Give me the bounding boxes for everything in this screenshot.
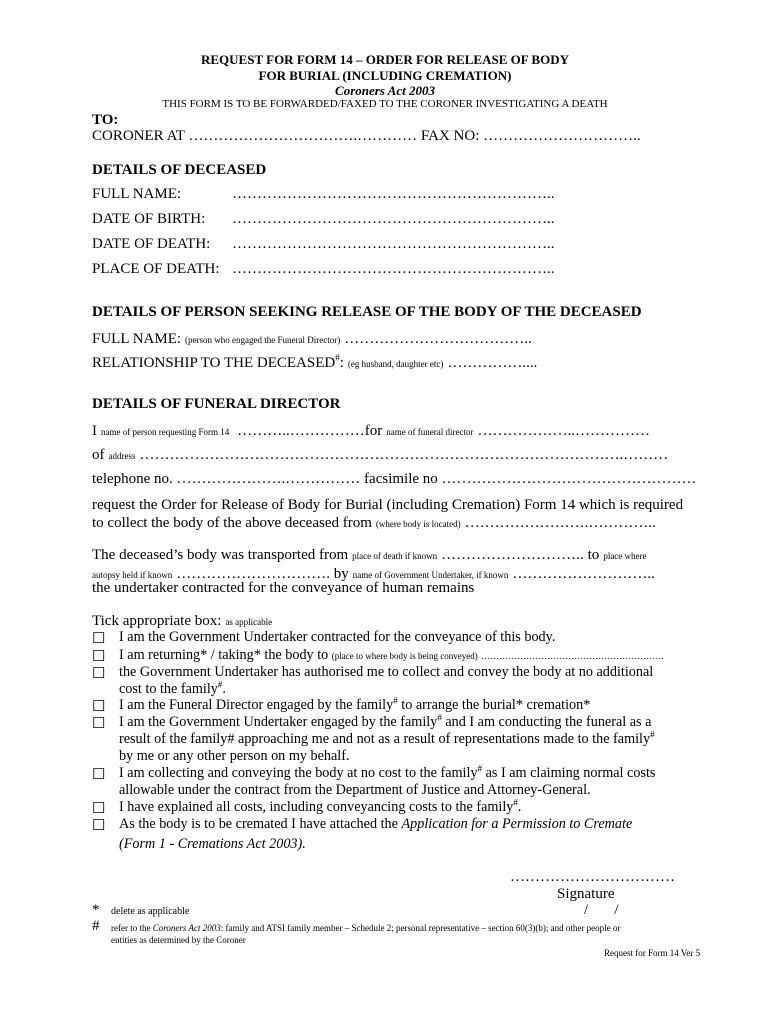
body-location-note: (where body is located) (375, 519, 461, 529)
signature-field[interactable]: …………………………… (510, 869, 675, 885)
address-label: of (92, 447, 105, 463)
act-name: Coroners Act 2003 (335, 83, 435, 98)
deceased-heading: DETAILS OF DECEASED (92, 162, 267, 178)
option-funeral-director-engaged-text: I am the Funeral Director engaged by the family (119, 697, 394, 713)
place-of-death-note: place of death if known (352, 551, 438, 561)
footnote-hash-line2: entities as determined by the Coroner (111, 935, 246, 945)
option-undertaker-conducting-funeral-text: I am the Government Undertaker engaged by the family (119, 714, 438, 730)
option-government-undertaker-contracted: I am the Government Undertaker contracted for the conveyance of this body. (119, 629, 556, 645)
tick-note: as applicable (225, 617, 273, 627)
form-title-line2: FOR BURIAL (INCLUDING CREMATION) (258, 68, 512, 83)
option-undertaker-conducting-funeral-line3: by me or any other person on my behalf. (119, 748, 350, 764)
checkbox-undertaker-conducting-funeral[interactable]: ☐ (92, 716, 106, 732)
applicant-heading: DETAILS OF PERSON SEEKING RELEASE OF THE BODY OF THE DECEASED (92, 304, 642, 320)
relationship-note: (eg husband, daughter etc) (347, 359, 444, 369)
tick-instruction (92, 612, 272, 630)
transport-from-field[interactable]: ……………………….. (441, 547, 584, 563)
coroner-fax-line: CORONER AT …………………………….………… FAX NO: ………………………….. (92, 128, 641, 144)
option-returning-taking-text: I am returning* / taking* the body to (119, 647, 329, 663)
footnote-hash-act: Coroners Act 2003 (152, 923, 221, 933)
option-funeral-director-engaged (119, 697, 590, 714)
undertaker-name-note: name of Government Undertaker, if known (352, 570, 509, 580)
option-funeral-director-engaged-end: to arrange the burial* cremation* (397, 697, 591, 713)
checkbox-funeral-director-engaged[interactable]: ☐ (92, 699, 106, 715)
option-cremation-application-attached (119, 816, 632, 833)
family-footnote-mark: # (393, 695, 398, 706)
footnote-hash-symbol: # (92, 918, 100, 934)
applicant-full-name-field[interactable]: ……………………………….. (344, 331, 532, 347)
family-footnote-mark: # (513, 797, 518, 808)
option-no-cost-conveyance-line2: allowable under the contract from the Department of Justice and Attorney-General. (119, 782, 591, 798)
request-line-2-text: to collect the body of the above deceased from (92, 515, 372, 531)
autopsy-place-note-2: autopsy held if known (92, 570, 173, 580)
place-of-death-label: PLACE OF DEATH: (92, 261, 220, 277)
relationship-field[interactable]: …………….... (447, 355, 538, 371)
deceased-full-name-field[interactable]: ……………………………………………………….. (232, 186, 555, 202)
footnote-hash-text-a: refer to the (111, 923, 153, 933)
form-title-line1: REQUEST FOR FORM 14 – ORDER FOR RELEASE OF BODY (200, 52, 569, 67)
address-row (92, 446, 668, 464)
option-undertaker-authorised-line2-text: cost to the family (119, 681, 218, 697)
family-footnote-mark: # (650, 729, 655, 740)
option-no-cost-conveyance (119, 765, 655, 782)
funeral-director-field[interactable]: ………………..…………… (477, 423, 650, 439)
checkbox-explained-costs[interactable]: ☐ (92, 801, 106, 817)
applicant-full-name-label: FULL NAME: (92, 331, 182, 347)
relationship-colon: : (339, 355, 344, 371)
checkbox-government-undertaker-contracted[interactable]: ☐ (92, 631, 106, 647)
transport-text: The deceased’s body was transported from (92, 547, 349, 563)
requester-label: I (92, 423, 97, 439)
requester-row (92, 422, 650, 440)
checkbox-no-cost-conveyance[interactable]: ☐ (92, 767, 106, 783)
option-undertaker-authorised-end: . (222, 681, 226, 697)
forwarding-note: THIS FORM IS TO BE FORWARDED/FAXED TO THE CORONER INVESTIGATING A DEATH (162, 98, 608, 110)
option-undertaker-conducting-funeral-line2-text: result of the family# approaching me and not as a result of representations made to the family (119, 731, 651, 747)
option-undertaker-conducting-funeral-line2 (119, 731, 655, 748)
option-undertaker-conducting-funeral (119, 714, 651, 731)
tick-label: Tick appropriate box: (92, 613, 222, 629)
relationship-row (92, 354, 537, 372)
option-no-cost-conveyance-text: I am collecting and conveying the body at no cost to the family (119, 765, 478, 781)
transport-to-label: to (587, 547, 600, 563)
form-version: Request for Form 14 Ver 5 (604, 948, 701, 958)
checkbox-returning-taking[interactable]: ☐ (92, 649, 106, 665)
relationship-label: RELATIONSHIP TO THE DECEASED (92, 355, 336, 371)
checkbox-undertaker-authorised[interactable]: ☐ (92, 666, 106, 682)
request-line-1: request the Order for Release of Body for Burial (including Cremation) Form 14 which is required (92, 497, 684, 513)
autopsy-place-note: place where (603, 551, 647, 561)
to-label: TO: (92, 112, 119, 128)
footnote-hash-text-b: : family and ATSI family member – Schedule 2; personal representative – section 60(3)(b); and other people or (220, 923, 621, 933)
deceased-full-name-label: FULL NAME: (92, 186, 182, 202)
checkbox-cremation-application-attached[interactable]: ☐ (92, 818, 106, 834)
transport-line-1 (92, 546, 647, 564)
signature-label: Signature (557, 886, 615, 902)
conveyed-place-field[interactable]: ……………………………………………………. (481, 651, 664, 661)
date-of-birth-label: DATE OF BIRTH: (92, 211, 206, 227)
address-note: address (108, 451, 136, 461)
address-field[interactable]: …………………………………………………………………………………….……… (139, 447, 669, 463)
footnote-star-symbol: * (92, 902, 100, 918)
footnote-star-text: delete as applicable (111, 906, 190, 917)
requester-field[interactable]: ………..…………… (237, 423, 365, 439)
cremation-application-title: Application for a Permission to Cremate (401, 816, 633, 832)
date-of-death-field[interactable]: ……………………………………………………….. (232, 236, 555, 252)
for-label: for (364, 423, 383, 439)
relationship-footnote-mark: # (335, 352, 340, 363)
family-footnote-mark: # (217, 679, 223, 690)
date-of-birth-field[interactable]: ……………………………………………………….. (232, 211, 555, 227)
transport-to-field[interactable]: …………………………. by (176, 566, 349, 582)
telephone-facsimile-row[interactable]: telephone no. ………………….…………… facsimile no …………………………………………… (92, 471, 697, 487)
option-cremation-application-line2: (Form 1 - Cremations Act 2003). (119, 836, 306, 852)
option-explained-costs (119, 799, 521, 816)
conveyed-place-note: (place to where body is being conveyed) (331, 651, 478, 661)
date-of-death-label: DATE OF DEATH: (92, 236, 211, 252)
funeral-director-heading: DETAILS OF FUNERAL DIRECTOR (92, 396, 341, 412)
option-explained-costs-text: I have explained all costs, including conveyancing costs to the family (119, 799, 514, 815)
transport-line-3: the undertaker contracted for the conveyance of human remains (92, 580, 475, 596)
applicant-full-name-row (92, 330, 532, 348)
footnote-hash-text (111, 923, 620, 933)
funeral-director-note: name of funeral director (386, 427, 474, 437)
option-returning-taking (119, 647, 664, 664)
option-explained-costs-end: . (517, 799, 522, 815)
request-line-2 (92, 514, 656, 532)
requester-note: name of person requesting Form 14 (101, 427, 230, 437)
signature-date-field[interactable]: / / (584, 902, 619, 918)
place-of-death-field[interactable]: ……………………………………………………….. (232, 261, 555, 277)
option-undertaker-conducting-funeral-end: and I am conducting the funeral as a (441, 714, 652, 730)
applicant-full-name-note: (person who engaged the Funeral Director) (185, 335, 341, 345)
family-footnote-mark: # (437, 712, 442, 723)
option-undertaker-authorised-line2 (119, 681, 226, 698)
option-cremation-application-text: As the body is to be cremated I have attached the (119, 816, 402, 832)
option-no-cost-conveyance-end: as I am claiming normal costs (482, 765, 656, 781)
body-location-field[interactable]: …………………….………….. (464, 515, 656, 531)
family-footnote-mark: # (477, 763, 483, 774)
option-undertaker-authorised: the Government Undertaker has authorised me to collect and convey the body at no additional (119, 664, 654, 680)
undertaker-name-field[interactable]: ……………………….. (512, 566, 655, 582)
